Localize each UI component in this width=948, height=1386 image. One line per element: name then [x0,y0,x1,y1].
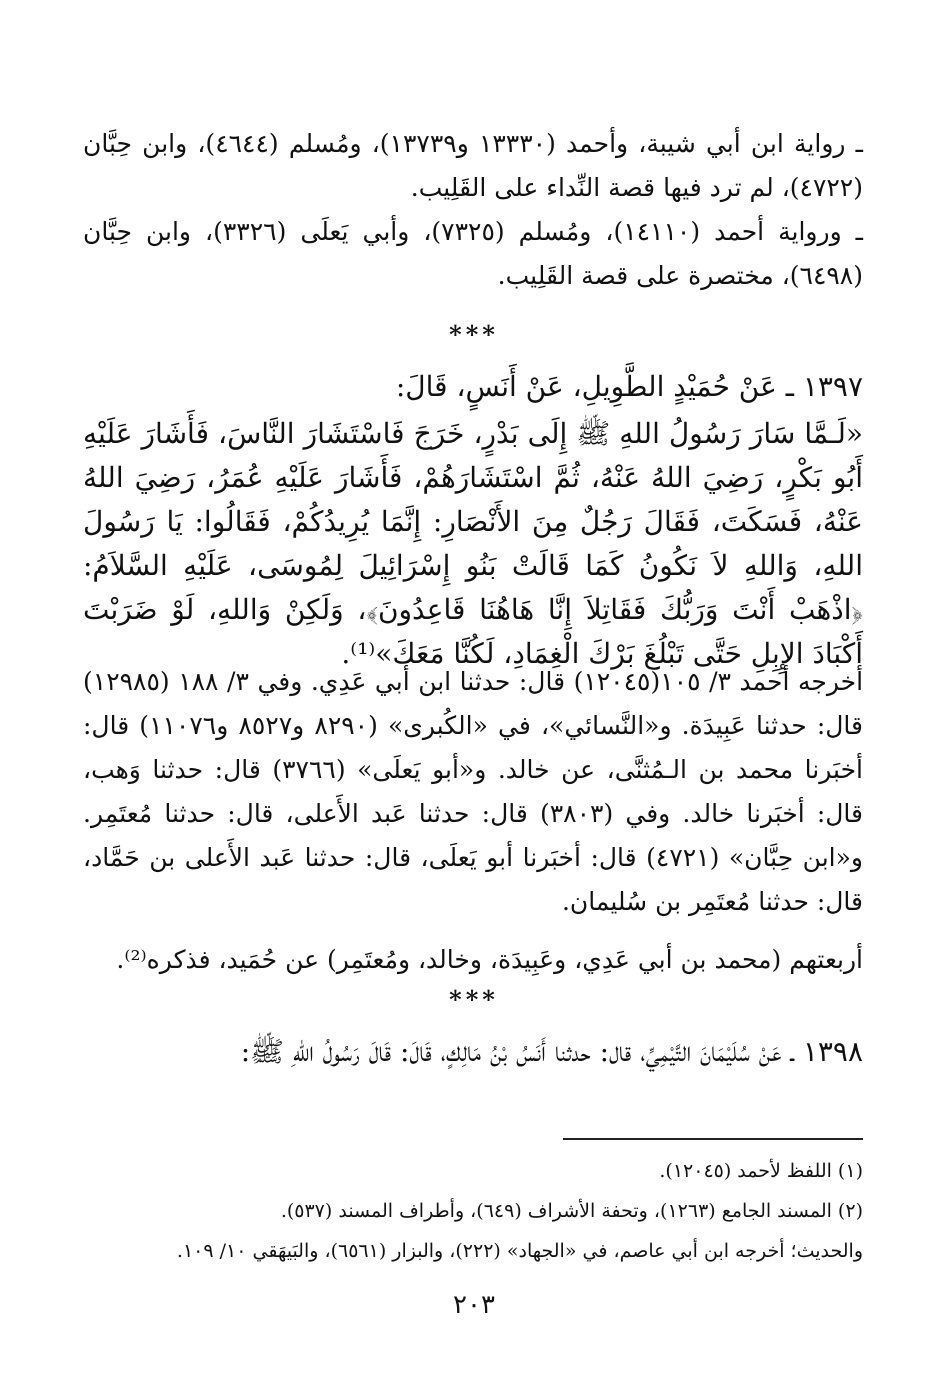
paragraph-narrations-1: ـ رواية ابن أبي شيبة، وأحمد (١٣٣٣٠ و١٣٧٣٩)، ومُسلم (٤٦٤٤)، وابن حِبَّان (٤٧٢٢)، لم ترد فيها قصة النِّداء على القَلِيب. [83,129,863,202]
paragraph-narrations-2: ـ ورواية أحمد (١٤١١٠)، ومُسلم (٧٣٢٥)، وأبي يَعلَى (٣٣٢٦)، وابن حِبَّان (٦٤٩٨)، مختصرة على قصة القَلِيب. [83,217,863,290]
section-separator-2: *** [449,985,499,1014]
summary-paragraph: أربعتهم (محمد بن أبي عَدِي، وعَبِيدَة، وخالد، ومُعتَمِر) عن حُمَيد، فذكره⁽²⁾. [116,945,863,974]
section-separator: *** [449,320,499,349]
footnote-divider [563,1138,863,1140]
hadith-1397-text: «لَـمَّا سَارَ رَسُولُ اللهِ ﷺ إِلَى بَدْرٍ، خَرَجَ فَاسْتَشَارَ النَّاسَ، فَأَشَارَ عَلَيْهِ أَبُو بَكْرٍ، رَضِيَ اللهُ عَنْهُ، ثُمَّ اسْتَشَارَهُمْ، فَأَشَارَ عَلَيْهِ عُمَرُ، رَضِيَ اللهُ عَنْهُ، فَسَكَتَ، فَقَالَ رَجُلٌ مِنَ الأَنْصَارِ: إِنَّمَا يُرِيدُكُمْ، فَقَالُوا: يَا رَسُولَ اللهِ، وَاللهِ لاَ نَكُونُ كَمَا قَالَتْ بَنُو إِسْرَائِيلَ لِمُوسَى، عَلَيْهِ السَّلاَمُ: ﴿اذْهَبْ أَنْتَ وَرَبُّكَ فَقَاتِلاَ إِنَّا هَاهُنَا قَاعِدُونَ﴾، وَلَكِنْ وَاللهِ، لَوْ ضَرَبْتَ أَكْبَادَ الإِبِلِ حَتَّى تَبْلُغَ بَرْكَ الْغِمَادِ، لَكُنَّا مَعَكَ»⁽¹⁾. [83,417,863,670]
page-number: ٢٠٣ [453,1290,495,1320]
hadith-1397-heading: ١٣٩٧ ـ عَنْ حُمَيْدٍ الطَّوِيلِ، عَنْ أَنَسٍ، قَالَ: [395,370,863,403]
footnote-2: (٢) المسند الجامع (١٢٦٣)، وتحفة الأشراف (٦٤٩)، وأطراف المسند (٥٣٧). [280,1200,863,1222]
hadith-1398-text: ١٣٩٨ ـ عَنْ سُلَيْمَانَ التَّيْمِيِّ، قال: حدثنا أَنَسُ بْنُ مَالِكٍ، قَالَ: قَالَ رَسُولُ اللهِ ﷺ: [240,1035,863,1068]
takhrij-paragraph: أخرجه أحمد ٣/ ١٠٥(١٢٠٤٥) قال: حدثنا ابن أبي عَدِي. وفي ٣/ ١٨٨ (١٢٩٨٥) قال: حدثنا عَبِيدَة. و«النَّسائي»، في «الكُبرى» (٨٢٩٠ و٨٥٢٧ و١١٠٧٦) قال: أخبَرنا محمد بن الـمُثنَّى، عن خالد. و«أبو يَعلَى» (٣٧٦٦) قال: حدثنا وَهب، قال: أخبَرنا خالد. وفي (٣٨٠٣) قال: حدثنا عَبد الأَعلى، قال: حدثنا مُعتَمِر. و«ابن حِبَّان» (٤٧٢١) قال: أخبَرنا أبو يَعلَى، قال: حدثنا عَبد الأَعلى بن حَمَّاد، قال: حدثنا مُعتَمِر بن سُليمان. [83,667,864,916]
footnote-1: (١) اللفظ لأحمد (١٢٠٤٥). [659,1160,863,1182]
footnote-3: والحديث؛ أخرجه ابن أبي عاصم، في «الجهاد» (٢٢٢)، والبزار (٦٥٦١)، والبَيهَقي ١٠/ ١٠٩. [176,1240,863,1262]
